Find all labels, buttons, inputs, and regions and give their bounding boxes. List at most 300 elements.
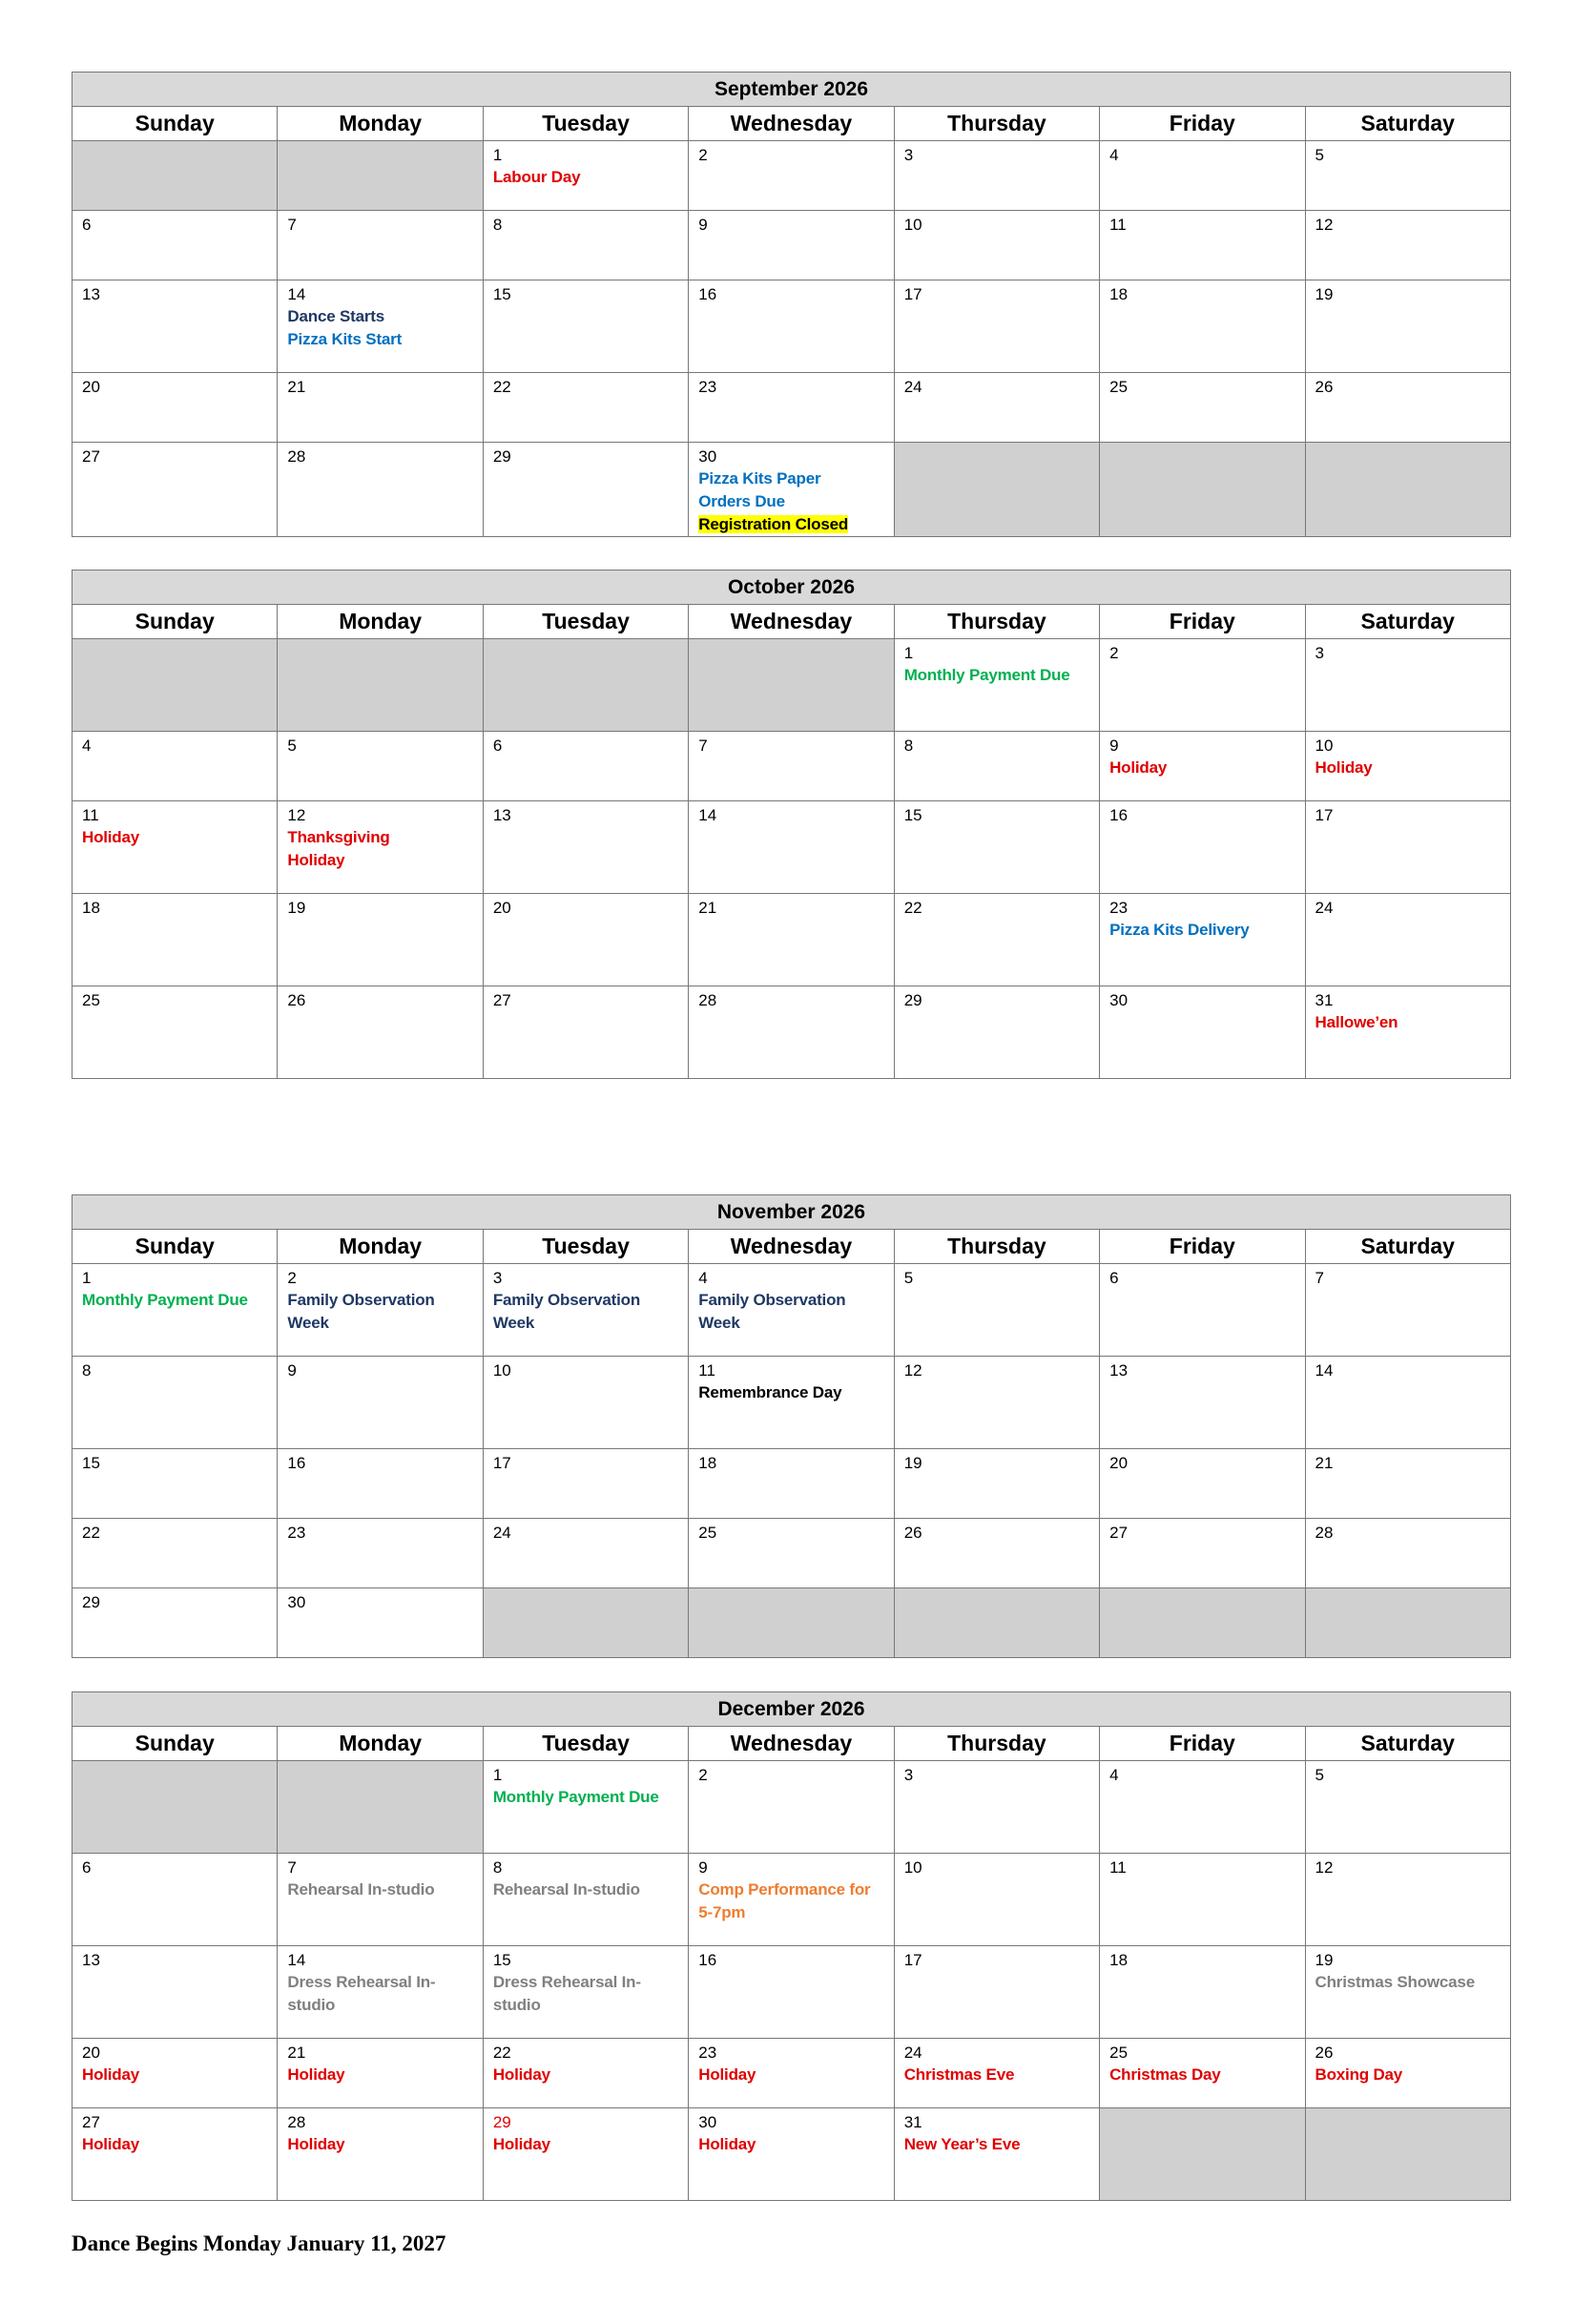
- day-number: 7: [1315, 1269, 1324, 1287]
- day-number: 10: [1315, 737, 1334, 755]
- weekday-header: Tuesday: [483, 605, 688, 639]
- day-number: 18: [82, 899, 100, 917]
- day-cell: [278, 1357, 483, 1449]
- day-cell: [1100, 639, 1305, 732]
- day-cell: [689, 732, 894, 801]
- event-label: Pizza Kits Start: [287, 330, 403, 348]
- empty-day-cell: [1100, 443, 1305, 537]
- day-cell: [689, 1854, 894, 1946]
- day-cell: [483, 141, 688, 211]
- day-number: 19: [1315, 285, 1334, 303]
- event-label: Christmas Showcase: [1315, 1973, 1475, 1991]
- day-number: 17: [492, 1454, 511, 1472]
- day-number: 25: [82, 991, 100, 1009]
- month-calendar: [72, 72, 1511, 537]
- day-cell: [483, 986, 688, 1079]
- month-title: October 2026: [72, 571, 1511, 605]
- day-cell: [1305, 1449, 1510, 1519]
- event-label: New Year’s Eve: [903, 2135, 1021, 2153]
- day-number: 12: [287, 806, 306, 824]
- day-number: 29: [492, 2113, 511, 2131]
- day-number: 26: [903, 1524, 922, 1542]
- event-label: Remembrance Day: [698, 1383, 842, 1401]
- week-row: [72, 986, 1511, 1079]
- event-label: Week: [698, 1314, 740, 1332]
- event-label: Holiday: [82, 2135, 140, 2153]
- day-cell: [1305, 986, 1510, 1079]
- day-number: 10: [903, 216, 922, 234]
- day-cell: [689, 1449, 894, 1519]
- month-title: December 2026: [72, 1692, 1511, 1727]
- weekday-header: Friday: [1100, 605, 1305, 639]
- event-label: Comp Performance for: [698, 1880, 871, 1899]
- day-number: 6: [492, 737, 503, 755]
- day-cell: [483, 280, 688, 373]
- event-label: Dress Rehearsal In-: [287, 1973, 436, 1991]
- event-label: Labour Day: [492, 168, 581, 186]
- day-cell: [72, 2108, 278, 2201]
- weekday-header: Wednesday: [689, 107, 894, 141]
- empty-day-cell: [894, 443, 1099, 537]
- day-number: 13: [1109, 1361, 1129, 1380]
- day-number: 17: [903, 285, 922, 303]
- day-cell: [278, 894, 483, 986]
- empty-day-cell: [689, 639, 894, 732]
- day-number: 23: [287, 1524, 306, 1542]
- week-row: [72, 1588, 1511, 1658]
- day-number: 22: [903, 899, 922, 917]
- event-label: Family Observation: [698, 1291, 846, 1309]
- day-cell: [72, 211, 278, 280]
- day-number: 28: [287, 2113, 306, 2131]
- day-cell: [1100, 1854, 1305, 1946]
- week-row: [72, 211, 1511, 280]
- day-cell: [689, 1357, 894, 1449]
- day-cell: [483, 1264, 688, 1357]
- day-number: 19: [903, 1454, 922, 1472]
- day-number: 20: [1109, 1454, 1129, 1472]
- event-label: Rehearsal In-studio: [287, 1880, 435, 1899]
- empty-day-cell: [72, 639, 278, 732]
- event-label: Holiday: [82, 2065, 140, 2084]
- day-cell: [483, 443, 688, 537]
- day-number: 27: [1109, 1524, 1129, 1542]
- event-label: Week: [287, 1314, 329, 1332]
- day-number: 18: [1109, 1951, 1129, 1969]
- weekday-header: Thursday: [894, 605, 1099, 639]
- day-number: 9: [698, 216, 708, 234]
- day-cell: [72, 1449, 278, 1519]
- empty-day-cell: [278, 1761, 483, 1854]
- day-number: 16: [698, 285, 717, 303]
- day-number: 2: [698, 1766, 708, 1784]
- day-cell: [689, 2108, 894, 2201]
- day-cell: [689, 801, 894, 894]
- day-number: 21: [1315, 1454, 1334, 1472]
- weekday-header: Tuesday: [483, 1727, 688, 1761]
- empty-day-cell: [1100, 2108, 1305, 2201]
- event-label: Holiday: [492, 2135, 550, 2153]
- day-cell: [1100, 1357, 1305, 1449]
- day-cell: [278, 986, 483, 1079]
- day-number: 23: [698, 2044, 717, 2062]
- day-cell: [1305, 373, 1510, 443]
- footer-note: Dance Begins Monday January 11, 2027: [72, 2231, 446, 2255]
- month-calendar: [72, 1194, 1511, 1658]
- week-row: [72, 801, 1511, 894]
- day-number: 23: [698, 378, 717, 396]
- day-number: 11: [1109, 1858, 1127, 1877]
- month-title: September 2026: [72, 73, 1511, 107]
- day-number: 18: [1109, 285, 1129, 303]
- day-number: 25: [1109, 2044, 1129, 2062]
- day-cell: [278, 732, 483, 801]
- day-cell: [72, 1357, 278, 1449]
- day-cell: [894, 373, 1099, 443]
- day-number: 2: [287, 1269, 297, 1287]
- day-cell: [894, 1264, 1099, 1357]
- day-number: 5: [903, 1269, 914, 1287]
- day-number: 12: [903, 1361, 922, 1380]
- day-number: 13: [82, 285, 100, 303]
- day-number: 4: [698, 1269, 708, 1287]
- day-cell: [72, 1588, 278, 1658]
- week-row: [72, 2108, 1511, 2201]
- day-cell: [278, 801, 483, 894]
- day-number: 31: [1315, 991, 1334, 1009]
- day-number: 2: [1109, 644, 1119, 662]
- day-cell: [689, 1761, 894, 1854]
- day-number: 9: [1109, 737, 1119, 755]
- day-number: 30: [698, 447, 717, 466]
- weekday-header: Tuesday: [483, 1230, 688, 1264]
- day-number: 5: [1315, 146, 1324, 164]
- day-cell: [72, 986, 278, 1079]
- day-number: 26: [287, 991, 306, 1009]
- day-number: 5: [1315, 1766, 1324, 1784]
- day-cell: [278, 1946, 483, 2039]
- day-cell: [278, 443, 483, 537]
- day-number: 20: [492, 899, 511, 917]
- event-label: Boxing Day: [1315, 2065, 1403, 2084]
- day-cell: [1305, 2039, 1510, 2108]
- weekday-header: Saturday: [1305, 605, 1510, 639]
- event-label: Monthly Payment Due: [492, 1788, 659, 1806]
- day-cell: [689, 894, 894, 986]
- event-label: Family Observation: [492, 1291, 641, 1309]
- day-number: 25: [1109, 378, 1129, 396]
- day-cell: [483, 801, 688, 894]
- empty-day-cell: [72, 1761, 278, 1854]
- day-number: 1: [82, 1269, 92, 1287]
- day-cell: [689, 1946, 894, 2039]
- day-number: 17: [1315, 806, 1334, 824]
- day-cell: [689, 1264, 894, 1357]
- day-number: 11: [1109, 216, 1127, 234]
- day-cell: [278, 1854, 483, 1946]
- day-number: 28: [698, 991, 717, 1009]
- day-cell: [483, 1946, 688, 2039]
- weekday-header: Thursday: [894, 1230, 1099, 1264]
- day-number: 1: [492, 146, 503, 164]
- week-row: [72, 141, 1511, 211]
- day-cell: [278, 211, 483, 280]
- day-number: 31: [903, 2113, 922, 2131]
- day-cell: [1305, 732, 1510, 801]
- day-number: 24: [492, 1524, 511, 1542]
- day-cell: [1100, 141, 1305, 211]
- day-cell: [894, 211, 1099, 280]
- day-cell: [1305, 280, 1510, 373]
- day-number: 20: [82, 2044, 100, 2062]
- day-cell: [894, 639, 1099, 732]
- weekday-header: Thursday: [894, 107, 1099, 141]
- day-cell: [894, 1449, 1099, 1519]
- week-row: [72, 2039, 1511, 2108]
- day-cell: [1305, 1854, 1510, 1946]
- day-number: 21: [698, 899, 717, 917]
- day-cell: [1100, 732, 1305, 801]
- day-number: 14: [698, 806, 717, 824]
- day-number: 11: [698, 1361, 715, 1380]
- day-cell: [1100, 211, 1305, 280]
- day-number: 7: [698, 737, 708, 755]
- week-row: [72, 1761, 1511, 1854]
- day-number: 18: [698, 1454, 717, 1472]
- day-cell: [483, 894, 688, 986]
- day-cell: [72, 2039, 278, 2108]
- day-cell: [1305, 894, 1510, 986]
- empty-day-cell: [689, 1588, 894, 1658]
- day-cell: [1100, 1946, 1305, 2039]
- day-cell: [1305, 141, 1510, 211]
- day-cell: [483, 2039, 688, 2108]
- day-number: 27: [492, 991, 511, 1009]
- event-label: Holiday: [1315, 758, 1373, 777]
- day-cell: [894, 1519, 1099, 1588]
- day-number: 10: [903, 1858, 922, 1877]
- day-number: 24: [903, 378, 922, 396]
- day-cell: [894, 280, 1099, 373]
- day-cell: [1305, 1264, 1510, 1357]
- day-number: 7: [287, 216, 297, 234]
- weekday-header: Saturday: [1305, 107, 1510, 141]
- empty-day-cell: [1305, 2108, 1510, 2201]
- day-number: 30: [1109, 991, 1129, 1009]
- day-number: 15: [492, 285, 511, 303]
- event-label: studio: [287, 1996, 336, 2014]
- event-label: Hallowe’en: [1315, 1013, 1398, 1031]
- weekday-header: Sunday: [72, 107, 278, 141]
- day-number: 11: [82, 806, 99, 824]
- weekday-header: Monday: [278, 107, 483, 141]
- empty-day-cell: [1305, 1588, 1510, 1658]
- day-number: 24: [1315, 899, 1334, 917]
- day-cell: [1305, 1761, 1510, 1854]
- week-row: [72, 1854, 1511, 1946]
- day-number: 3: [903, 1766, 914, 1784]
- event-label: Family Observation: [287, 1291, 435, 1309]
- day-number: 29: [492, 447, 511, 466]
- weekday-header: Sunday: [72, 1727, 278, 1761]
- day-cell: [1100, 1761, 1305, 1854]
- day-number: 12: [1315, 1858, 1334, 1877]
- event-label: Holiday: [492, 2065, 550, 2084]
- day-cell: [483, 1357, 688, 1449]
- day-cell: [894, 801, 1099, 894]
- weekday-header: Wednesday: [689, 1230, 894, 1264]
- day-cell: [894, 1357, 1099, 1449]
- day-cell: [483, 1761, 688, 1854]
- empty-day-cell: [894, 1588, 1099, 1658]
- day-cell: [72, 801, 278, 894]
- day-number: 8: [903, 737, 914, 755]
- day-number: 9: [698, 1858, 708, 1877]
- event-label: Dress Rehearsal In-: [492, 1973, 641, 1991]
- week-row: [72, 1357, 1511, 1449]
- day-number: 4: [82, 737, 92, 755]
- day-number: 16: [287, 1454, 306, 1472]
- day-number: 1: [903, 644, 914, 662]
- week-row: [72, 443, 1511, 537]
- day-cell: [72, 1264, 278, 1357]
- weekday-header: Wednesday: [689, 605, 894, 639]
- day-number: 12: [1315, 216, 1334, 234]
- weekday-header: Monday: [278, 1230, 483, 1264]
- week-row: [72, 894, 1511, 986]
- day-number: 22: [492, 2044, 511, 2062]
- day-cell: [689, 1519, 894, 1588]
- day-cell: [1100, 2039, 1305, 2108]
- week-row: [72, 373, 1511, 443]
- day-cell: [1100, 1264, 1305, 1357]
- day-number: 14: [287, 285, 306, 303]
- day-cell: [278, 2039, 483, 2108]
- event-label: 5-7pm: [698, 1903, 746, 1921]
- day-number: 6: [82, 1858, 92, 1877]
- day-number: 5: [287, 737, 297, 755]
- day-cell: [1100, 280, 1305, 373]
- weekday-header: Friday: [1100, 107, 1305, 141]
- day-number: 28: [287, 447, 306, 466]
- day-cell: [278, 2108, 483, 2201]
- day-number: 19: [287, 899, 306, 917]
- week-row: [72, 1264, 1511, 1357]
- weekday-header: Wednesday: [689, 1727, 894, 1761]
- day-cell: [894, 894, 1099, 986]
- day-cell: [72, 732, 278, 801]
- day-cell: [483, 1449, 688, 1519]
- day-number: 30: [287, 1593, 306, 1611]
- day-cell: [894, 732, 1099, 801]
- day-cell: [1100, 1449, 1305, 1519]
- day-cell: [1305, 1357, 1510, 1449]
- event-label: Holiday: [287, 2135, 345, 2153]
- day-cell: [278, 1519, 483, 1588]
- event-label: Pizza Kits Delivery: [1109, 921, 1250, 939]
- empty-day-cell: [72, 141, 278, 211]
- weekday-header: Tuesday: [483, 107, 688, 141]
- event-label: Holiday: [82, 828, 140, 846]
- event-label: Thanksgiving: [287, 828, 390, 846]
- day-cell: [72, 373, 278, 443]
- day-cell: [894, 1946, 1099, 2039]
- day-cell: [689, 443, 894, 537]
- day-number: 2: [698, 146, 708, 164]
- day-cell: [483, 2108, 688, 2201]
- week-row: [72, 639, 1511, 732]
- day-number: 13: [82, 1951, 100, 1969]
- day-cell: [1100, 373, 1305, 443]
- day-cell: [72, 1519, 278, 1588]
- day-cell: [483, 1519, 688, 1588]
- day-cell: [689, 211, 894, 280]
- day-cell: [1305, 801, 1510, 894]
- day-number: 15: [492, 1951, 511, 1969]
- event-label: Monthly Payment Due: [82, 1291, 248, 1309]
- event-label: Orders Due: [698, 492, 785, 510]
- day-cell: [894, 2039, 1099, 2108]
- day-number: 22: [492, 378, 511, 396]
- day-number: 10: [492, 1361, 511, 1380]
- day-cell: [894, 141, 1099, 211]
- weekday-header: Saturday: [1305, 1230, 1510, 1264]
- empty-day-cell: [278, 639, 483, 732]
- month-title: November 2026: [72, 1195, 1511, 1230]
- day-number: 8: [492, 216, 503, 234]
- day-cell: [689, 986, 894, 1079]
- event-label: Pizza Kits Paper: [698, 469, 821, 488]
- event-label: Monthly Payment Due: [903, 666, 1070, 684]
- day-number: 6: [82, 216, 92, 234]
- empty-day-cell: [1100, 1588, 1305, 1658]
- day-number: 8: [82, 1361, 92, 1380]
- day-number: 3: [492, 1269, 503, 1287]
- day-cell: [483, 732, 688, 801]
- month-calendar: [72, 1691, 1511, 2201]
- day-number: 28: [1315, 1524, 1334, 1542]
- day-cell: [72, 443, 278, 537]
- day-cell: [278, 280, 483, 373]
- event-label: Holiday: [1109, 758, 1168, 777]
- event-label: Christmas Eve: [903, 2065, 1015, 2084]
- weekday-header: Friday: [1100, 1230, 1305, 1264]
- day-cell: [689, 2039, 894, 2108]
- day-cell: [689, 373, 894, 443]
- day-number: 23: [1109, 899, 1129, 917]
- day-cell: [1100, 1519, 1305, 1588]
- day-cell: [483, 1854, 688, 1946]
- day-cell: [483, 211, 688, 280]
- day-cell: [1100, 894, 1305, 986]
- event-label: Rehearsal In-studio: [492, 1880, 640, 1899]
- day-cell: [1305, 1946, 1510, 2039]
- day-number: 26: [1315, 378, 1334, 396]
- day-number: 15: [903, 806, 922, 824]
- day-cell: [72, 280, 278, 373]
- day-number: 15: [82, 1454, 100, 1472]
- day-number: 29: [903, 991, 922, 1009]
- weekday-header: Thursday: [894, 1727, 1099, 1761]
- day-cell: [894, 1761, 1099, 1854]
- event-label: Holiday: [698, 2135, 756, 2153]
- day-number: 4: [1109, 146, 1119, 164]
- day-cell: [72, 894, 278, 986]
- weekday-header: Saturday: [1305, 1727, 1510, 1761]
- event-label: Christmas Day: [1109, 2065, 1221, 2084]
- event-label: [698, 513, 883, 536]
- day-number: 14: [1315, 1361, 1334, 1380]
